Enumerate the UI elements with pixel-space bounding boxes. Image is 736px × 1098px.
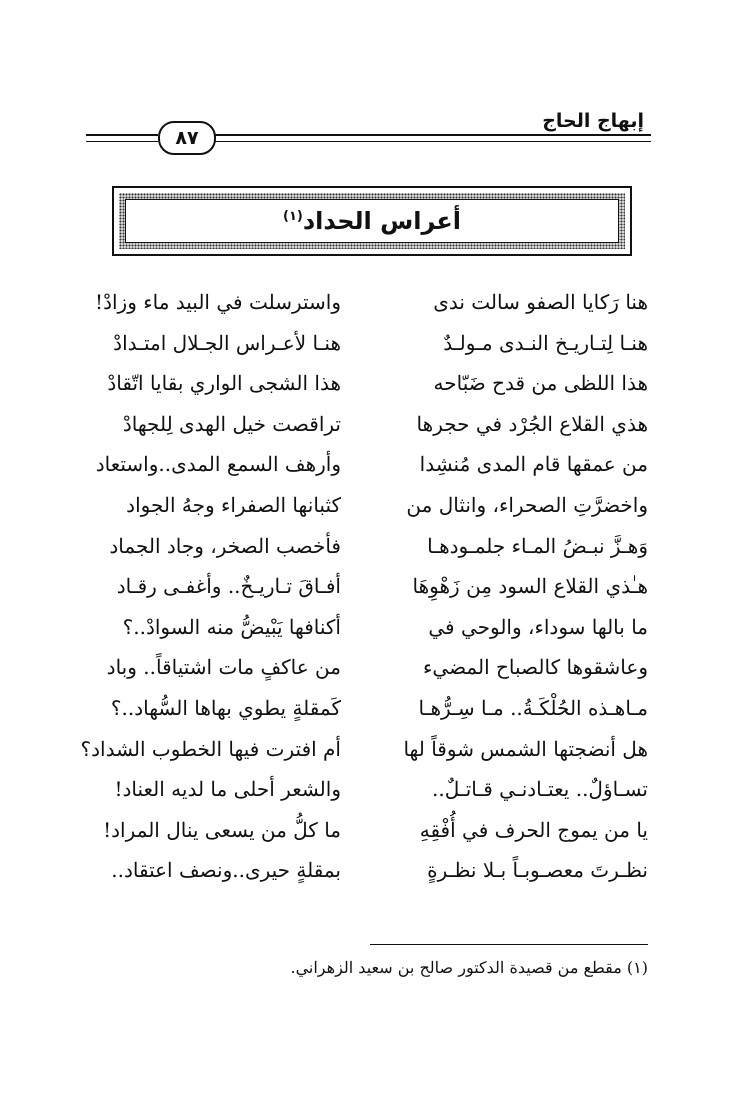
verse-right: تسـاؤلٌ.. يعتـادنـي قـاتـلٌ..	[432, 777, 648, 802]
verse-right: هـٰذي القلاع السود مِن زَهْوِهَا	[412, 574, 648, 599]
poem-right-column	[366, 282, 648, 891]
poem-title	[283, 207, 461, 235]
footnote-marker: (١)	[626, 958, 648, 977]
header-rule-right	[215, 134, 651, 136]
title-border-pattern	[119, 193, 625, 249]
verse-left: كثبانها الصفراء وجهُ الجواد	[126, 492, 341, 517]
verse-right: يا من يموج الحرف في أُفْقِهِ	[419, 817, 648, 842]
verse-right: هنا رَكايا الصفو سالت ندى	[433, 290, 648, 314]
verse-left: هذا الشجى الواري بقايا اتّقادْ	[107, 371, 341, 396]
verse-left: من عاكفٍ مات اشتياقاً.. وباد	[106, 655, 341, 680]
verse-left: بمقلةٍ حيرى..ونصف اعتقاد..	[111, 858, 341, 883]
footnote-ref: (١)	[282, 209, 303, 224]
verse-right: واخضرَّتِ الصحراء، وانثال من	[406, 492, 648, 517]
verse-left: كَمقلةٍ يطوي بهاها السُّهاد..؟	[110, 695, 341, 720]
verse-left: فأخصب الصخر، وجاد الجماد	[109, 533, 341, 558]
verse-right: هنـا لِتـاريـخ النـدى مـولـدٌ	[443, 330, 648, 355]
header-rule-left-lower	[86, 141, 158, 142]
verse-right: هذا اللظى من قدح ضَبّاحه	[433, 371, 648, 396]
title-box	[112, 186, 632, 256]
verse-left: والشعر أحلى ما لديه العناد!	[114, 777, 341, 802]
verse-right: هذي القلاع الجُرْد في حجرها	[416, 411, 648, 436]
verse-right: نظـرتَ معصـوبـاً بـلا نظـرةٍ	[427, 858, 648, 883]
verse-left: وأرهف السمع المدى..واستعاد	[95, 452, 341, 477]
page-number: ٨٧	[158, 121, 216, 155]
verse-right: هل أنضجتها الشمس شوقاً لها	[403, 736, 648, 761]
verse-left: أكنافها يَبْيضُّ منه السوادْ..؟	[122, 614, 341, 639]
footnote-separator	[370, 944, 648, 945]
verse-left: أفـاقَ تـاريـخٌ.. وأغفـى رقـاد	[116, 574, 341, 599]
header-rule-right-lower	[215, 141, 651, 142]
verse-left: تراقصت خيل الهدى لِلجهادْ	[122, 411, 341, 436]
verse-right: وعاشقوها كالصباح المضيء	[423, 655, 648, 680]
verse-right: مـاهـذه الحُلْكَـةُ.. مـا سِـرُّهـا	[418, 695, 648, 720]
verse-left: واسترسلت في البيد ماء وزادْ!	[95, 290, 341, 314]
header-rule-left	[86, 134, 158, 136]
running-title: إبهاج الحاج	[542, 110, 644, 132]
verse-left: هنـا لأعـراس الجـلال امتـدادْ	[113, 330, 341, 355]
verse-right: وَهـزَّ نبـضُ المـاء جلمـودهـا	[427, 533, 648, 558]
verse-right: من عمقها قام المدى مُنشِدا	[419, 452, 648, 477]
poem-left-column	[51, 282, 341, 891]
footnote-text: مقطع من قصيدة الدكتور صالح بن سعيد الزهراني.	[290, 958, 622, 977]
footnote	[290, 958, 648, 977]
verse-left: ما كلُّ من يسعى ينال المراد!	[103, 817, 341, 842]
verse-left: أم افترت فيها الخطوب الشداد؟	[80, 736, 341, 761]
title-inner	[125, 199, 619, 243]
verse-right: ما بالها سوداء، والوحي في	[428, 614, 648, 639]
poem-title-text: أعراس الحداد	[302, 207, 462, 235]
